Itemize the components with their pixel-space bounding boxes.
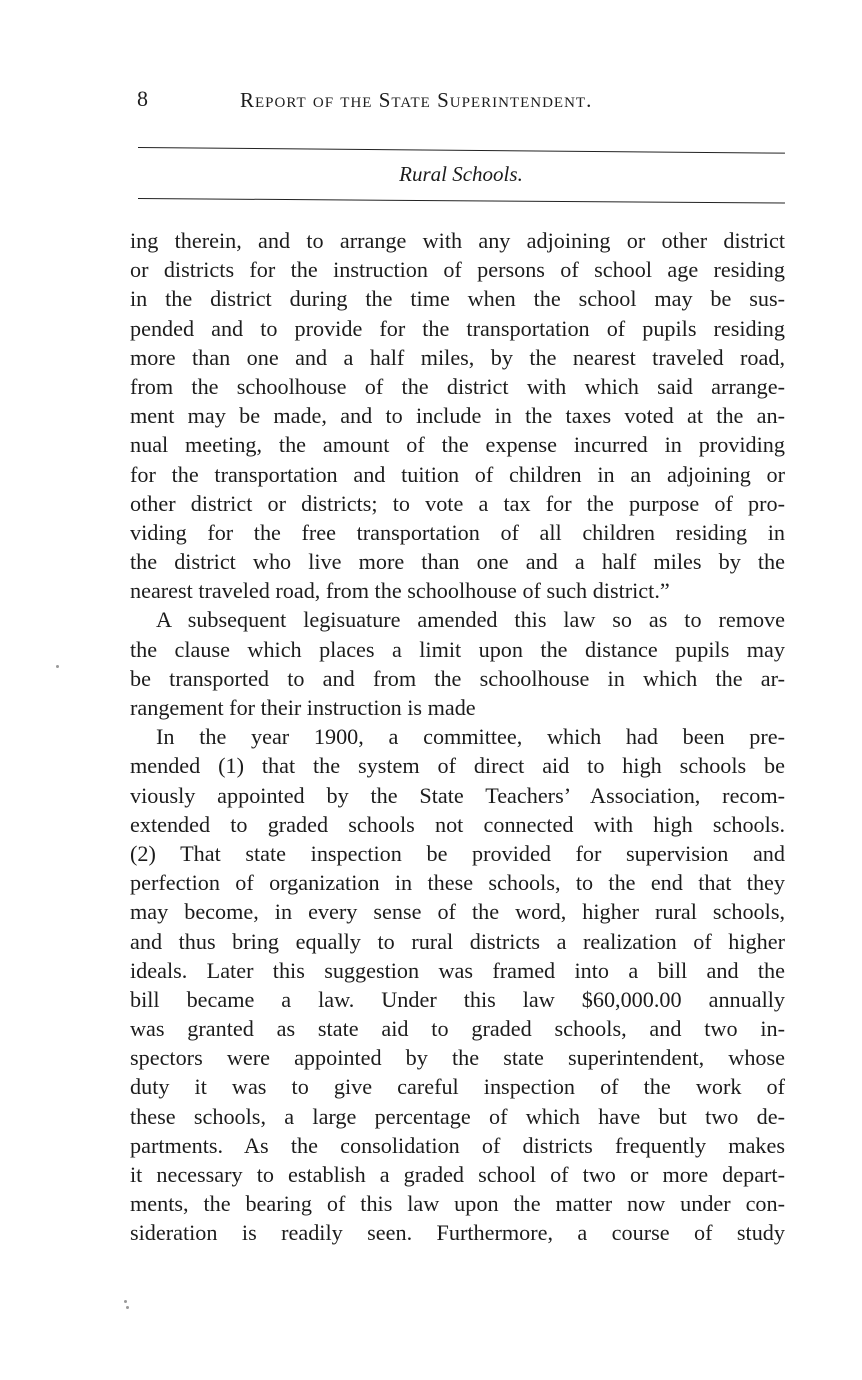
header-rule-bottom bbox=[138, 198, 785, 204]
text-line: In the year 1900, a committee, which had been pre- bbox=[156, 724, 785, 750]
scan-speck bbox=[126, 1306, 129, 1309]
text-line: ideals. Later this suggestion was framed into a bill and the bbox=[130, 957, 785, 983]
text-line: was granted as state aid to graded schools, and two in- bbox=[130, 1016, 785, 1042]
text-line: ments, the bearing of this law upon the matter now under con- bbox=[130, 1191, 785, 1217]
text-line: other district or districts; to vote a tax for the purpose of pro- bbox=[130, 490, 785, 516]
text-line: spectors were appointed by the state superintendent, whose bbox=[130, 1045, 785, 1071]
text-line: nual meeting, the amount of the expense incurred in providing bbox=[130, 432, 785, 458]
text-line: partments. As the consolidation of districts frequently makes bbox=[130, 1132, 785, 1158]
text-line: viously appointed by the State Teachers’ Association, recom- bbox=[130, 782, 785, 808]
scan-speck bbox=[124, 1300, 127, 1303]
header-rule-top bbox=[138, 147, 785, 154]
text-line: for the transportation and tuition of children in an adjoining or bbox=[130, 461, 785, 487]
text-line: in the district during the time when the school may be sus- bbox=[130, 286, 785, 312]
text-line: perfection of organization in these schools, to the end that they bbox=[130, 870, 785, 896]
text-line: bill became a law. Under this law $60,000.00 annually bbox=[130, 986, 785, 1012]
text-line: or districts for the instruction of persons of school age residing bbox=[130, 257, 785, 283]
text-line: nearest traveled road, from the schoolhouse of such district.” bbox=[130, 578, 670, 604]
text-line: (2) That state inspection be provided for supervision and bbox=[130, 840, 785, 866]
text-line: mended (1) that the system of direct aid to high schools be bbox=[130, 753, 785, 779]
text-line: ment may be made, and to include in the taxes voted at the an- bbox=[130, 403, 785, 429]
text-line: be transported to and from the schoolhouse in which the ar- bbox=[130, 665, 785, 691]
text-line: pended and to provide for the transportation of pupils residing bbox=[130, 315, 785, 341]
text-line: rangement for their instruction is made bbox=[130, 695, 476, 720]
text-line: may become, in every sense of the word, higher rural schools, bbox=[130, 899, 785, 925]
body-text bbox=[130, 226, 785, 1248]
section-title: Rural Schools. bbox=[399, 162, 523, 186]
text-line: viding for the free transportation of all children residing in bbox=[130, 519, 785, 545]
running-head: Report of the State Superintendent. bbox=[240, 88, 593, 112]
scan-speck bbox=[56, 665, 59, 668]
text-line: it necessary to establish a graded school of two or more depart- bbox=[130, 1162, 785, 1187]
text-line: and thus bring equally to rural districts a realization of higher bbox=[130, 928, 785, 954]
page-number: 8 bbox=[137, 86, 148, 111]
text-line: the clause which places a limit upon the distance pupils may bbox=[130, 636, 785, 662]
text-line: more than one and a half miles, by the nearest traveled road, bbox=[130, 344, 785, 370]
text-line: sideration is readily seen. Furthermore, a course of study bbox=[130, 1220, 785, 1246]
text-line: ing therein, and to arrange with any adjoining or other district bbox=[130, 228, 785, 253]
text-line: from the schoolhouse of the district with which said arrange- bbox=[130, 373, 785, 399]
text-line: these schools, a large percentage of which have but two de- bbox=[130, 1103, 785, 1129]
text-line: duty it was to give careful inspection of the work of bbox=[130, 1074, 785, 1100]
text-line: the district who live more than one and a half miles by the bbox=[130, 549, 785, 575]
text-line: extended to graded schools not connected with high schools. bbox=[130, 811, 785, 837]
text-line: A subsequent legisuature amended this law so as to remove bbox=[156, 607, 785, 633]
